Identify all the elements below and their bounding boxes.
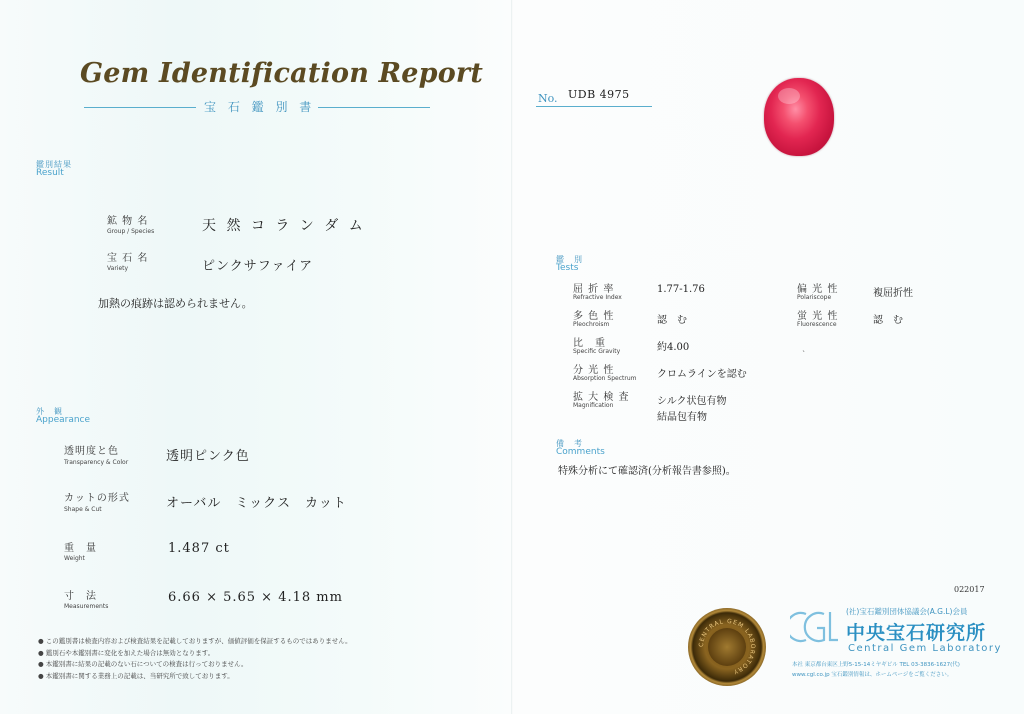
serial-number: 022017 (954, 585, 985, 594)
magnification-label-en: Magnification (573, 402, 614, 409)
species-label-en: Group / Species (107, 228, 155, 235)
disclaimer-note: ● 本鑑別書に結果の記載のない石についての検査は行っておりません。 (38, 660, 248, 668)
weight-value: 1.487 ct (168, 541, 230, 556)
refractive-index-label-jp: 屈 折 率 (573, 284, 615, 295)
report-number (536, 88, 652, 107)
lab-name-jp: 中央宝石研究所 (846, 622, 987, 644)
cut-label-jp: カットの形式 (64, 493, 130, 504)
absorption-spectrum-label-en: Absorption Spectrum (573, 375, 637, 382)
transparency-label-en: Transparency & Color (64, 459, 129, 466)
subtitle-jp: 宝 石 鑑 別 書 (204, 100, 316, 114)
refractive-index-label-en: Refractive Index (573, 294, 622, 301)
magnification-label-jp: 拡 大 検 査 (573, 392, 630, 403)
heat-note: 加熱の痕跡は認められません。 (98, 297, 253, 310)
page-fold (511, 0, 513, 714)
pleochroism-label-en: Pleochroism (573, 321, 610, 328)
fluorescence-value: 認 む (873, 315, 903, 326)
seal-ring-text: CENTRAL GEM LABORATORY (697, 617, 757, 676)
report-title: Gem Identification Report (80, 58, 484, 89)
variety-label-jp: 宝 石 名 (107, 253, 149, 264)
report-number-value: UDB 4975 (568, 88, 630, 101)
measurements-value: 6.66 × 5.65 × 4.18 mm (168, 590, 343, 605)
gemstone-photo (764, 78, 834, 156)
variety-value: ピンクサファイア (202, 259, 314, 274)
cut-value: オーバル ミックス カット (166, 496, 347, 511)
comments-section-en: Comments (556, 447, 605, 457)
subtitle-rule-left (84, 107, 196, 108)
disclaimer-note: ● 鑑別石や本鑑別書に変化を加えた場合は無効となります。 (38, 648, 215, 657)
lab-association: (社)宝石鑑別団体協議会(A.G.L)会員 (846, 607, 968, 616)
comments-text: 特殊分析にて確認済(分析報告書参照)。 (558, 466, 736, 477)
disclaimer-note: ● この鑑別書は検査内容および検査結果を記載しておりますが、価値評価を保証するものではありません。 (38, 637, 352, 645)
measurements-label-en: Measurements (64, 603, 109, 610)
polariscope-label-jp: 偏 光 性 (797, 284, 839, 295)
specific-gravity-label-jp: 比 重 (573, 338, 606, 349)
comments-section-jp: 備 考 (556, 439, 583, 448)
absorption-spectrum-value: クロムラインを認む (657, 369, 747, 380)
polariscope-label-en: Polariscope (797, 294, 832, 301)
gemstone-highlight (778, 88, 800, 104)
lab-address-line: 本社 東京都台東区上野5-15-14ミヤギビル TEL 03-3836-1627(代) (792, 662, 960, 668)
laboratory-seal-ring (696, 616, 758, 678)
result-section-jp: 鑑別結果 (36, 160, 72, 169)
specific-gravity-value: 約4.00 (657, 342, 690, 353)
refractive-index-value: 1.77-1.76 (657, 284, 705, 295)
absorption-spectrum-label-jp: 分 光 性 (573, 365, 615, 376)
specific-gravity-label-en: Specific Gravity (573, 348, 621, 355)
svg-text:CENTRAL GEM LABORATORY (698, 618, 756, 675)
subtitle-rule-right (318, 107, 430, 108)
weight-label-en: Weight (64, 555, 85, 562)
lab-address (792, 660, 960, 680)
pleochroism-value: 認 む (657, 315, 687, 326)
lab-name-en: Central Gem Laboratory (848, 643, 1002, 654)
result-section-en: Result (36, 168, 64, 178)
stray-mark: ˋ (802, 350, 806, 359)
magnification-value-2: 結晶包有物 (657, 412, 707, 423)
transparency-label-jp: 透明度と色 (64, 446, 119, 457)
tests-section-en: Tests (556, 263, 579, 273)
disclaimer-notes (38, 636, 352, 682)
pleochroism-label-jp: 多 色 性 (573, 311, 615, 322)
disclaimer-note: ● 本鑑別書に関する業務上の記載は、当研究所で致しております。 (38, 671, 234, 680)
lab-website-line: www.cgl.co.jp 宝石鑑別情報は、ホームページをご覧ください。 (792, 672, 953, 678)
report-number-label: No. (538, 92, 558, 105)
magnification-value: シルク状包有物 (657, 396, 727, 407)
fluorescence-label-jp: 蛍 光 性 (797, 311, 839, 322)
species-label-jp: 鉱 物 名 (107, 216, 149, 227)
fluorescence-label-en: Fluorescence (797, 321, 837, 328)
cut-label-en: Shape & Cut (64, 506, 102, 513)
appearance-section-en: Appearance (36, 415, 91, 425)
measurements-label-jp: 寸 法 (64, 591, 97, 602)
tests-section-jp: 鑑 別 (556, 255, 583, 264)
cgl-logo-icon (790, 608, 840, 646)
polariscope-value: 複屈折性 (873, 288, 913, 299)
weight-label-jp: 重 量 (64, 543, 97, 554)
species-value: 天 然 コ ラ ン ダ ム (202, 218, 366, 234)
report-subtitle (84, 101, 430, 113)
variety-label-en: Variety (107, 265, 129, 272)
transparency-value: 透明ピンク色 (166, 449, 250, 464)
appearance-section-jp: 外 観 (36, 407, 63, 416)
